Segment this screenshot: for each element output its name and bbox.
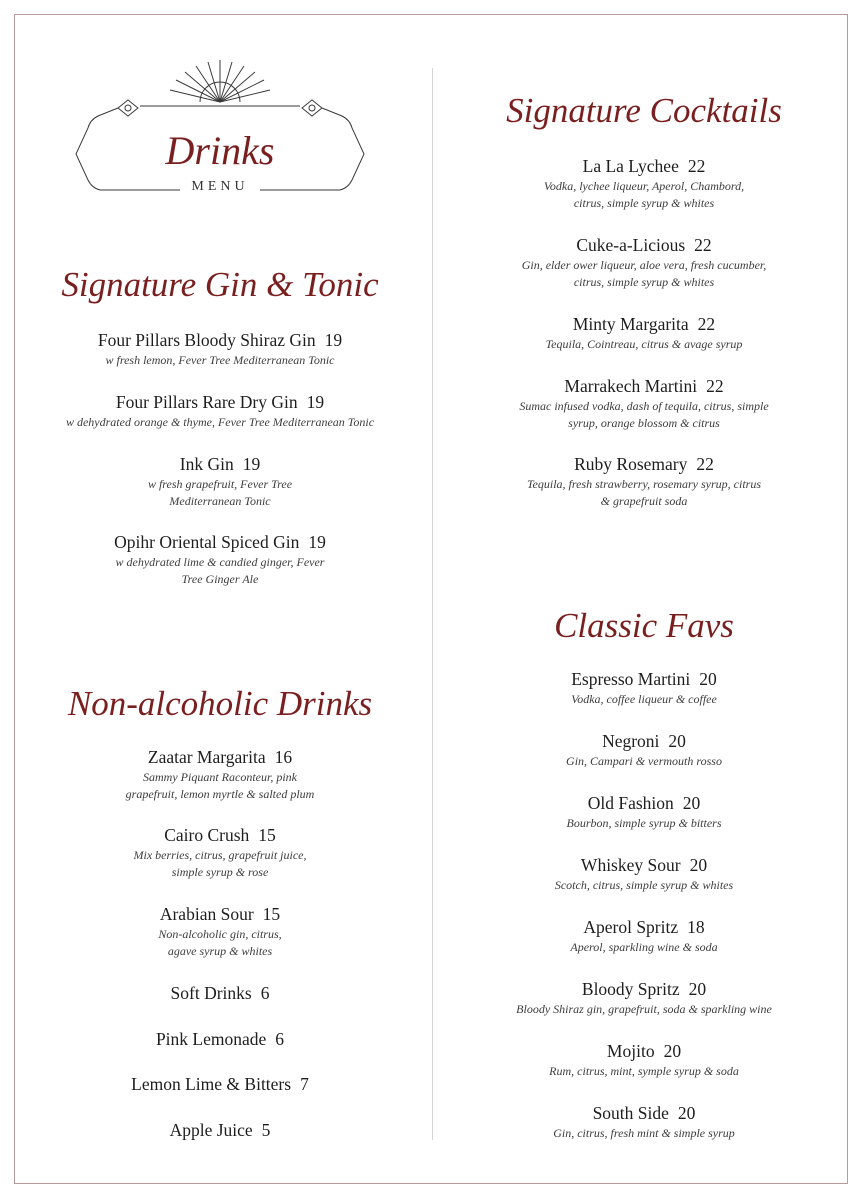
menu-item-description (40, 926, 400, 959)
menu-item-title (460, 855, 828, 875)
menu-item-price: 22 (697, 314, 716, 334)
section-title-gin-tonic: Signature Gin & Tonic (61, 265, 379, 304)
menu-item-name: Lemon Lime & Bitters (131, 1074, 292, 1094)
menu-item-description (40, 554, 400, 587)
menu-item-price: 20 (682, 793, 701, 813)
menu-item-description-line: Tequila, Cointreau, citrus & avage syrup (545, 337, 743, 351)
menu-item-name: Mojito (606, 1041, 655, 1061)
menu-item-name: Pink Lemonade (155, 1029, 267, 1049)
menu-item-description (460, 476, 828, 509)
menu-item-price: 6 (275, 1029, 285, 1049)
menu-item-description-line: w dehydrated lime & candied ginger, Fever (115, 555, 325, 569)
menu-item-price: 19 (242, 454, 261, 474)
menu-item (460, 454, 828, 509)
menu-item-name: Cuke-a-Licious (576, 235, 686, 255)
section-title-non-alcoholic: Non-alcoholic Drinks (67, 684, 373, 723)
menu-item-description (460, 815, 828, 832)
menu-item-description (460, 1063, 828, 1080)
menu-item-description (460, 178, 828, 211)
menu-item (460, 855, 828, 894)
menu-item-name: Zaatar Margarita (147, 747, 266, 767)
menu-item-price: 20 (663, 1041, 682, 1061)
section-title-classic-favs: Classic Favs (554, 606, 734, 645)
left-column (40, 0, 400, 1200)
menu-item-description (40, 414, 400, 431)
menu-item (40, 904, 400, 959)
menu-item-description-line: & grapefruit soda (600, 493, 688, 508)
menu-item (460, 1041, 828, 1080)
menu-item-title (460, 917, 828, 937)
menu-item-title (460, 156, 828, 176)
menu-item-price: 19 (306, 392, 325, 412)
menu-item-title (460, 731, 828, 751)
menu-item (460, 156, 828, 211)
menu-item-description-line: Sammy Piquant Raconteur, pink (143, 770, 297, 784)
menu-subtitle: MENU (191, 179, 249, 194)
menu-item (40, 330, 400, 369)
menu-item-price: 7 (300, 1074, 309, 1094)
menu-item (40, 1120, 400, 1140)
menu-item-price: 22 (696, 454, 714, 474)
menu-item-name: Opihr Oriental Spiced Gin (114, 532, 300, 552)
menu-item-name: Old Fashion (587, 793, 674, 813)
menu-item-title (460, 1103, 828, 1123)
menu-item-description (460, 1001, 828, 1018)
menu-item-title (40, 532, 400, 552)
menu-item-description (40, 476, 400, 509)
menu-item (40, 825, 400, 880)
menu-item-description-line: citrus, simple syrup & whites (573, 195, 715, 210)
menu-title: Drinks (165, 128, 275, 173)
menu-item-price: 20 (688, 979, 707, 999)
menu-item-title (460, 314, 828, 334)
menu-item-name: Whiskey Sour (580, 855, 681, 875)
menu-item (40, 747, 400, 802)
menu-item-price: 22 (694, 235, 712, 255)
menu-item-name: Ruby Rosemary (574, 454, 688, 474)
menu-item-description (40, 769, 400, 802)
menu-item-description-line: simple syrup & rose (171, 864, 269, 879)
menu-item-price: 20 (677, 1103, 696, 1123)
menu-item-description-line: Non-alcoholic gin, citrus, (158, 927, 282, 941)
menu-item-description-line: grapefruit, lemon myrtle & salted plum (125, 786, 315, 801)
menu-item-name: Minty Margarita (572, 314, 689, 334)
section-title-signature-cocktails: Signature Cocktails (506, 91, 782, 130)
menu-item-name: Ink Gin (179, 454, 234, 474)
menu-item-description-line: Sumac infused vodka, dash of tequila, citrus, simple (519, 399, 769, 413)
menu-item-name: Aperol Spritz (583, 917, 679, 937)
menu-item (40, 454, 400, 509)
menu-item-name: La La Lychee (582, 156, 679, 176)
menu-item-title (40, 1120, 400, 1140)
menu-item-name: Apple Juice (169, 1120, 253, 1140)
menu-item (460, 979, 828, 1018)
menu-item-description (460, 257, 828, 290)
menu-item-title (40, 1074, 400, 1094)
menu-item-description-line: Tequila, fresh strawberry, rosemary syrup, citrus (526, 477, 761, 491)
menu-item-title (460, 376, 828, 396)
menu-item-name: Four Pillars Rare Dry Gin (115, 392, 298, 412)
menu-item-title (460, 669, 828, 689)
menu-item-description (460, 1125, 828, 1142)
menu-item-name: Bloody Spritz (581, 979, 680, 999)
menu-item-title (460, 235, 828, 255)
right-column (460, 0, 828, 1200)
menu-item-description-line: Bourbon, simple syrup & bitters (566, 816, 722, 830)
menu-item-title (40, 904, 400, 924)
menu-item (460, 1103, 828, 1142)
menu-item (40, 1029, 400, 1049)
menu-item-price: 16 (274, 747, 293, 767)
menu-item (460, 669, 828, 708)
menu-item-title (460, 979, 828, 999)
menu-item-price: 6 (260, 983, 270, 1003)
menu-item (460, 314, 828, 353)
menu-item-description (460, 691, 828, 708)
menu-item-name: Four Pillars Bloody Shiraz Gin (97, 330, 316, 350)
menu-item-price: 19 (324, 330, 343, 350)
menu-item (460, 793, 828, 832)
menu-item (460, 917, 828, 956)
menu-item-name: Espresso Martini (571, 669, 691, 689)
menu-item-price: 15 (258, 825, 276, 845)
menu-item-description (460, 336, 828, 353)
menu-item-description-line: w dehydrated orange & thyme, Fever Tree Mediterranean Tonic (65, 415, 375, 429)
menu-item-description-line: Tree Ginger Ale (181, 571, 259, 586)
menu-item (40, 532, 400, 587)
menu-item-price: 20 (699, 669, 717, 689)
menu-item (460, 235, 828, 290)
menu-item-title (40, 392, 400, 412)
menu-item-description (40, 352, 400, 369)
menu-item-description (460, 877, 828, 894)
menu-item-title (40, 330, 400, 350)
menu-item-price: 15 (262, 904, 281, 924)
menu-item-description-line: Bloody Shiraz gin, grapefruit, soda & sparkling wine (516, 1002, 772, 1016)
menu-item-title (460, 1041, 828, 1061)
menu-item (40, 1074, 400, 1094)
menu-item-price: 20 (689, 855, 708, 875)
menu-item-description (460, 939, 828, 956)
menu-item-title (40, 454, 400, 474)
menu-item-title (40, 983, 400, 1003)
menu-item-description-line: Rum, citrus, mint, symple syrup & soda (549, 1064, 739, 1078)
menu-item-description-line: Gin, citrus, fresh mint & simple syrup (553, 1126, 735, 1140)
menu-item-title (460, 454, 828, 474)
menu-item (40, 392, 400, 431)
menu-item-name: Cairo Crush (164, 825, 250, 845)
menu-item-description-line: citrus, simple syrup & whites (573, 274, 715, 289)
menu-item-description-line: Gin, elder ower liqueur, aloe vera, fresh cucumber, (521, 258, 767, 272)
menu-item-price: 5 (261, 1120, 271, 1140)
menu-item-description-line: Vodka, lychee liqueur, Aperol, Chambord, (543, 179, 745, 193)
menu-item-description (460, 398, 828, 431)
menu-item-name: Negroni (602, 731, 660, 751)
menu-item-description-line: Mediterranean Tonic (169, 493, 271, 508)
menu-item-name: Arabian Sour (159, 904, 254, 924)
menu-item (460, 376, 828, 431)
menu-item-name: Marrakech Martini (564, 376, 698, 396)
menu-item-price: 19 (308, 532, 326, 552)
menu-item-title (460, 793, 828, 813)
menu-item-description-line: w fresh grapefruit, Fever Tree (147, 477, 293, 491)
menu-item-description-line: Aperol, sparkling wine & soda (570, 940, 718, 954)
menu-item-description (40, 847, 400, 880)
menu-item-description-line: syrup, orange blossom & citrus (568, 415, 720, 430)
menu-item-title (40, 825, 400, 845)
menu-item-name: Soft Drinks (170, 983, 252, 1003)
menu-item-description-line: Scotch, citrus, simple syrup & whites (554, 878, 734, 892)
menu-item-price: 18 (687, 917, 705, 937)
menu-item-name: South Side (592, 1103, 669, 1123)
menu-item-title (40, 1029, 400, 1049)
menu-item-description-line: agave syrup & whites (167, 943, 273, 958)
menu-item (460, 731, 828, 770)
menu-item-title (40, 747, 400, 767)
menu-item-description (460, 753, 828, 770)
menu-item-description-line: Gin, Campari & vermouth rosso (566, 754, 722, 768)
column-divider (432, 68, 433, 1140)
menu-item-description-line: Mix berries, citrus, grapefruit juice, (133, 848, 307, 862)
menu-item-price: 22 (706, 376, 724, 396)
menu-item-description-line: Vodka, coffee liqueur & coffee (571, 692, 717, 706)
menu-item-price: 20 (668, 731, 686, 751)
menu-item-price: 22 (687, 156, 706, 176)
menu-item (40, 983, 400, 1003)
menu-item-description-line: w fresh lemon, Fever Tree Mediterranean Tonic (105, 353, 335, 367)
